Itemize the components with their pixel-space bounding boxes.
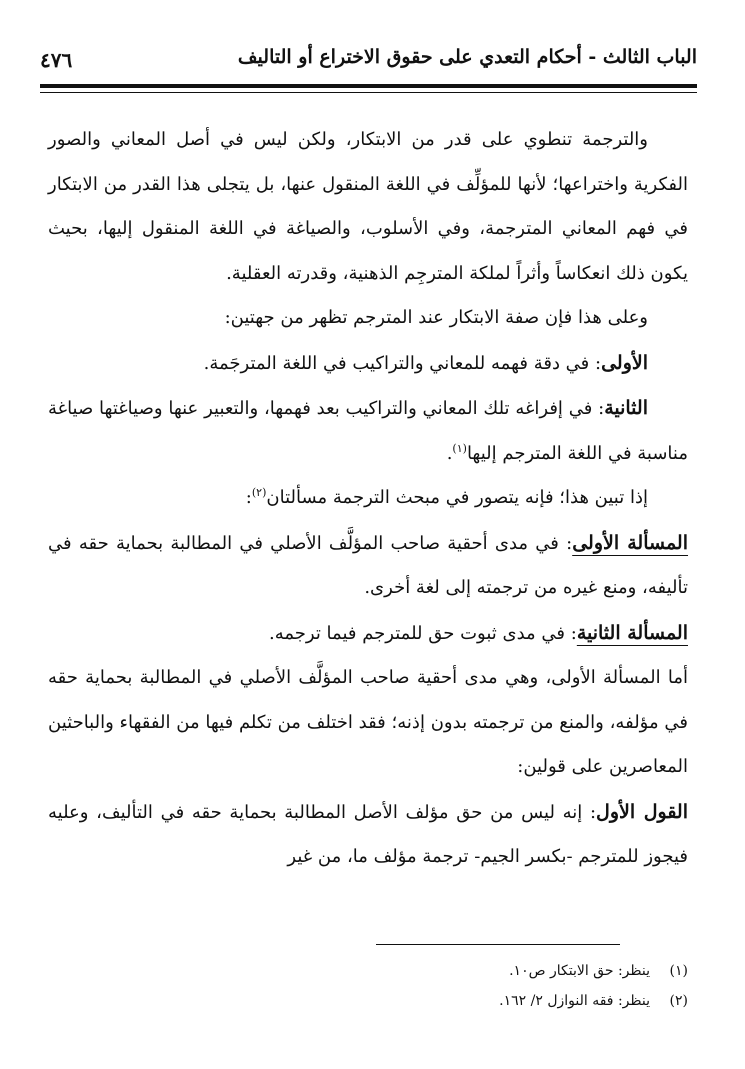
footnote-number: (٢) [669,993,688,1009]
text-issue-two: : في مدى ثبوت حق للمترجم فيما ترجمه. [268,622,577,644]
header-rule-thick [40,84,697,88]
chapter-title: الباب الثالث - أحكام التعدي على حقوق الاختراع أو التاليف [237,46,697,68]
text-second: : في إفراغه تلك المعاني والتراكيب بعد فهمها، والتعبير عنها وصياغتها صياغة مناسبة في اللغة المترجم إليها [48,398,688,464]
page-number: ٤٧٦ [40,48,73,72]
paragraph-second-aspect [48,386,688,476]
paragraph-first-opinion [48,790,688,880]
footnote-2 [288,986,688,1016]
footnotes [288,956,688,1016]
footnote-ref-1[interactable]: (١) [452,441,467,455]
text-issue-one: : في مدى أحقية صاحب المؤلَّف الأصلي في المطالبة بحماية حقه في تأليفه، ومنع غيره من ترجمته إلى لغة أخرى. [48,532,688,598]
footnote-1 [288,956,688,986]
label-issue-two: المسألة الثانية [576,621,688,644]
footnote-text: ينظر: حق الابتكار ص١٠. [509,963,650,979]
text-two-issues: إذا تبين هذا؛ فإنه يتصور في مبحث الترجمة مسألتان [266,487,648,508]
footnote-text: ينظر: فقه النوازل ٢/ ١٦٢. [499,993,650,1009]
footnote-ref-2[interactable]: (٢) [251,486,267,499]
label-first-opinion: القول الأول [596,800,688,823]
main-text [48,118,688,880]
paragraph-issue-one-detail: أما المسألة الأولى، وهي مدى أحقية صاحب المؤلَّف الأصلي في المطالبة بحماية حقه في مؤلفه، والمنع من ترجمته بدون إذنه؛ فقد اختلف من تكلم فيها من الفقهاء والباحثين المعاصرين على قولين: [48,667,688,777]
footnote-separator [376,944,620,945]
paragraph-two-aspects: وعلى هذا فإن صفة الابتكار عند المترجم تظهر من جهتين: [224,307,648,328]
paragraph-issue-two [48,611,688,657]
text-first-opinion: : إنه ليس من حق مؤلف الأصل المطالبة بحماية حقه في التأليف، وعليه فيجوز للمترجم -بكسر الجيم- ترجمة مؤلف ما، من غير [48,801,688,867]
footnote-number: (١) [669,963,688,979]
text-two-issues-end: : [245,487,252,508]
header-rule-thin [40,92,697,93]
label-second: الثانية [604,397,648,419]
label-first: الأولى [601,351,648,374]
paragraph-translation: والترجمة تنطوي على قدر من الابتكار، ولكن ليس في أصل المعاني والصور الفكرية واختراعها؛ لأنها للمؤلِّف في اللغة المنقول عنها، بل يتجلى هذا القدر من الابتكار في فهم المعاني المترجمة، وفي الأسلوب، والصياغة في اللغة المنقول إليها، بحيث يكون ذلك انعكاساً وأثراً لملكة المترجِم الذهنية، وقدرته العقلية. [48,129,688,284]
paragraph-first-aspect [48,341,688,387]
paragraph-two-issues [48,476,688,521]
running-header [40,38,697,78]
label-issue-one: المسألة الأولى [572,531,689,554]
paragraph-issue-one [48,521,688,611]
text-second-end: . [446,442,453,464]
text-first: : في دقة فهمه للمعاني والتراكيب في اللغة المترجَمة. [203,352,602,374]
